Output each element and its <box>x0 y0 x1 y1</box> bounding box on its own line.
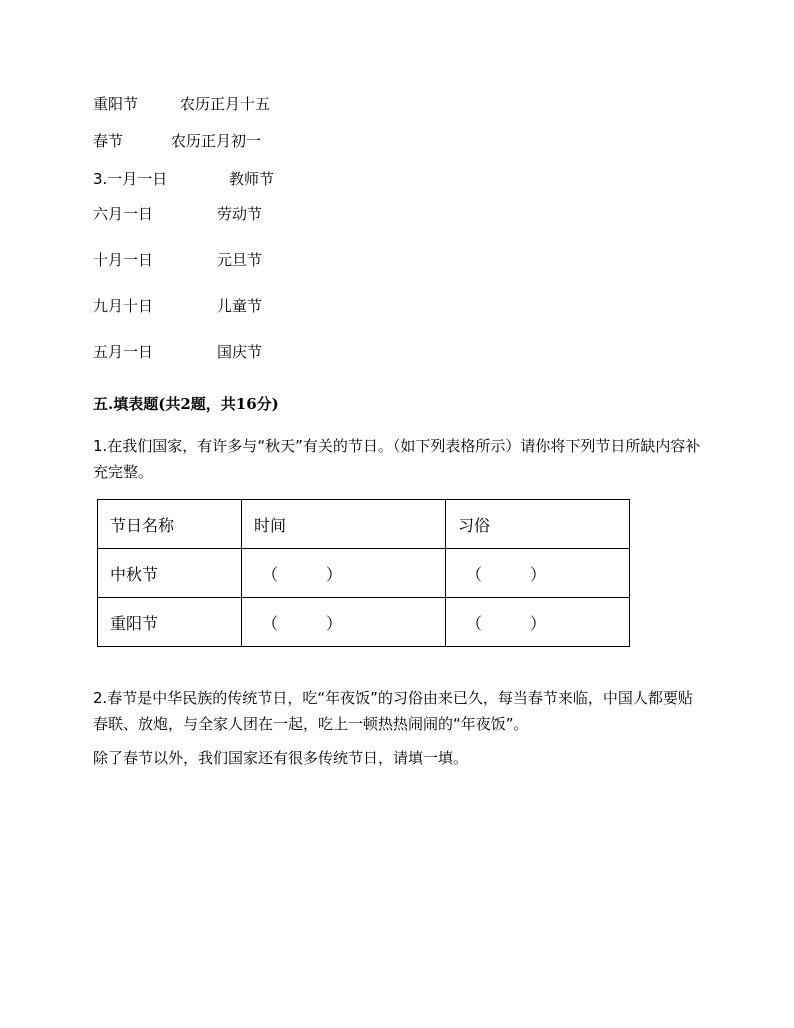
festival-table <box>97 499 630 647</box>
row-festival-name: 重阳节 <box>98 598 242 647</box>
custom-blank-text: （ ） <box>466 613 547 633</box>
match-right-5: 元旦节 <box>217 251 263 269</box>
table-row <box>98 598 630 647</box>
match-left-6: 九月十日 <box>93 297 154 315</box>
time-blank-text: （ ） <box>262 613 343 633</box>
header-custom: 习俗 <box>446 500 630 549</box>
match-right-3: 教师节 <box>229 170 275 188</box>
question-2-text: 2.春节是中华民族的传统节日，吃“年夜饭”的习俗由来已久，每当春节来临，中国人都要贴春联、放炮，与全家人团在一起，吃上一顿热热闹闹的“年夜饭”。 <box>93 689 693 733</box>
match-right-2: 农历正月初一 <box>171 132 262 150</box>
question-2-prompt: 除了春节以外，我们国家还有很多传统节日，请填一填。 <box>93 749 469 767</box>
match-right-7: 国庆节 <box>217 343 263 361</box>
row-custom-blank[interactable] <box>446 598 630 647</box>
custom-blank-text: （ ） <box>466 564 547 584</box>
row-custom-blank[interactable] <box>446 549 630 598</box>
match-left-1: 重阳节 <box>93 95 139 113</box>
match-right-6: 儿童节 <box>217 297 263 315</box>
header-festival-name: 节日名称 <box>98 500 242 549</box>
row-festival-name: 中秋节 <box>98 549 242 598</box>
section-title: 五.填表题(共2题，共16分) <box>93 395 279 413</box>
match-left-5: 十月一日 <box>93 251 154 269</box>
match-left-4: 六月一日 <box>93 205 154 223</box>
match-left-2: 春节 <box>93 132 124 150</box>
match-left-3: 3.一月一日 <box>93 170 168 188</box>
table-header-row <box>98 500 630 549</box>
time-blank-text: （ ） <box>262 564 343 584</box>
match-right-1: 农历正月十五 <box>180 95 271 113</box>
row-time-blank[interactable] <box>242 598 446 647</box>
match-left-7: 五月一日 <box>93 343 154 361</box>
match-right-4: 劳动节 <box>217 205 263 223</box>
table-row <box>98 549 630 598</box>
question-1-text: 1.在我们国家，有许多与“秋天”有关的节日。（如下列表格所示）请你将下列节日所缺内容补充完整。 <box>93 437 701 481</box>
row-time-blank[interactable] <box>242 549 446 598</box>
header-time: 时间 <box>242 500 446 549</box>
